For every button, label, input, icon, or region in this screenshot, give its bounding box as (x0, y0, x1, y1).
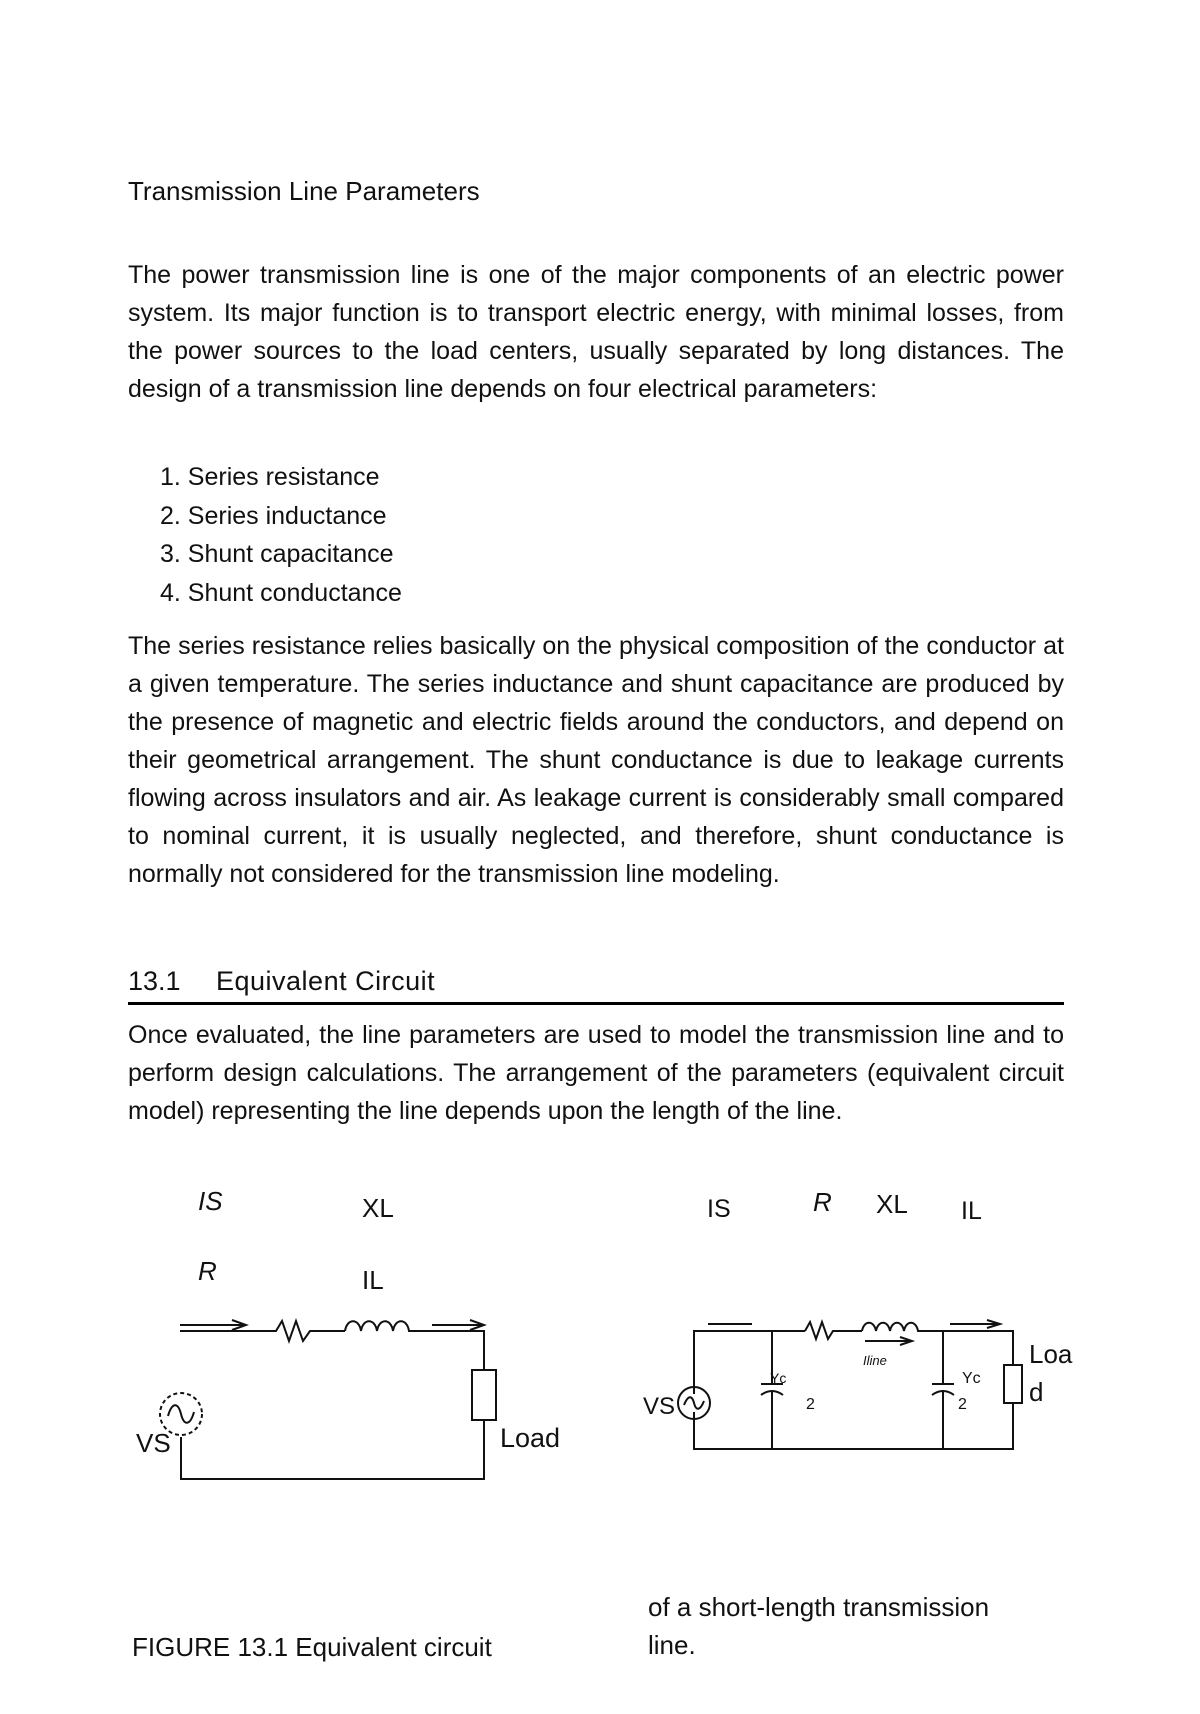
intro-text: The power transmission line is one of the major components of an electric power system. Its major function is to transport electric energy, with minimal losses, from the power sources to the load centers, usually separated by long distances. The design of a transmission line depends on four electrical parameters: (128, 261, 1064, 403)
il-label: IL (362, 1265, 384, 1295)
is-label: IS (198, 1186, 223, 1216)
short-line-circuit (160, 1320, 496, 1479)
load-label: Loa (1029, 1339, 1073, 1369)
xl-label: XL (876, 1189, 908, 1219)
figure-caption-continued (648, 1588, 989, 1664)
section-number: 13.1 (128, 966, 181, 996)
yc-label: Yc (962, 1370, 981, 1387)
inductor-symbol (345, 1321, 484, 1370)
list-item: 1. Series resistance (160, 463, 380, 491)
r-label: R (813, 1187, 832, 1217)
body-text: The series resistance relies basically on the physical composition of the conductor at a given temperature. The series inductance and shunt capacitance are produced by the presence of magnetic and electric fields around the conductors, and depend on their geometrical arrangement. The shunt conductance is due to leakage currents flowing across insulators and air. As leakage current is considerably small compared to nominal current, it is usually neglected, and therefore, shunt conductance is normally not considered for the transmission line modeling. (128, 632, 1064, 888)
figure-caption: FIGURE 13.1 Equivalent circuit (132, 1632, 492, 1662)
il-label: IL (961, 1197, 982, 1225)
list-item: 2. Series inductance (160, 501, 387, 530)
yc-label: Yc (770, 1370, 787, 1386)
two-label: 2 (958, 1396, 967, 1413)
r-label: R (198, 1256, 217, 1286)
caption-line: of a short-length transmission (648, 1592, 990, 1622)
caption-line: line. (648, 1630, 696, 1660)
load-label: Load (500, 1423, 561, 1453)
resistor-symbol (805, 1322, 862, 1339)
vs-label: VS (643, 1393, 676, 1420)
is-label: IS (707, 1195, 731, 1223)
sine-icon (684, 1397, 704, 1409)
sine-icon (168, 1405, 194, 1423)
wire (694, 1331, 805, 1394)
iline-label: Iline (863, 1353, 887, 1368)
two-label: 2 (806, 1396, 815, 1413)
wire (181, 1420, 484, 1479)
load-resistor (1004, 1365, 1022, 1403)
section-title: Equivalent Circuit (216, 966, 436, 996)
section-text: Once evaluated, the line parameters are used to model the transmission line and to perform design calculations. The arrangement of the parameters (equivalent circuit model) representing the line depends upon the length of the line. (128, 1021, 1064, 1125)
list-item: 4. Shunt conductance (160, 578, 402, 607)
list-item: 3. Shunt capacitance (160, 540, 394, 568)
page-title: Transmission Line Parameters (128, 176, 480, 206)
load-resistor (472, 1370, 496, 1420)
xl-label: XL (362, 1193, 394, 1223)
vs-label: VS (136, 1428, 171, 1458)
load-label: d (1029, 1377, 1044, 1407)
